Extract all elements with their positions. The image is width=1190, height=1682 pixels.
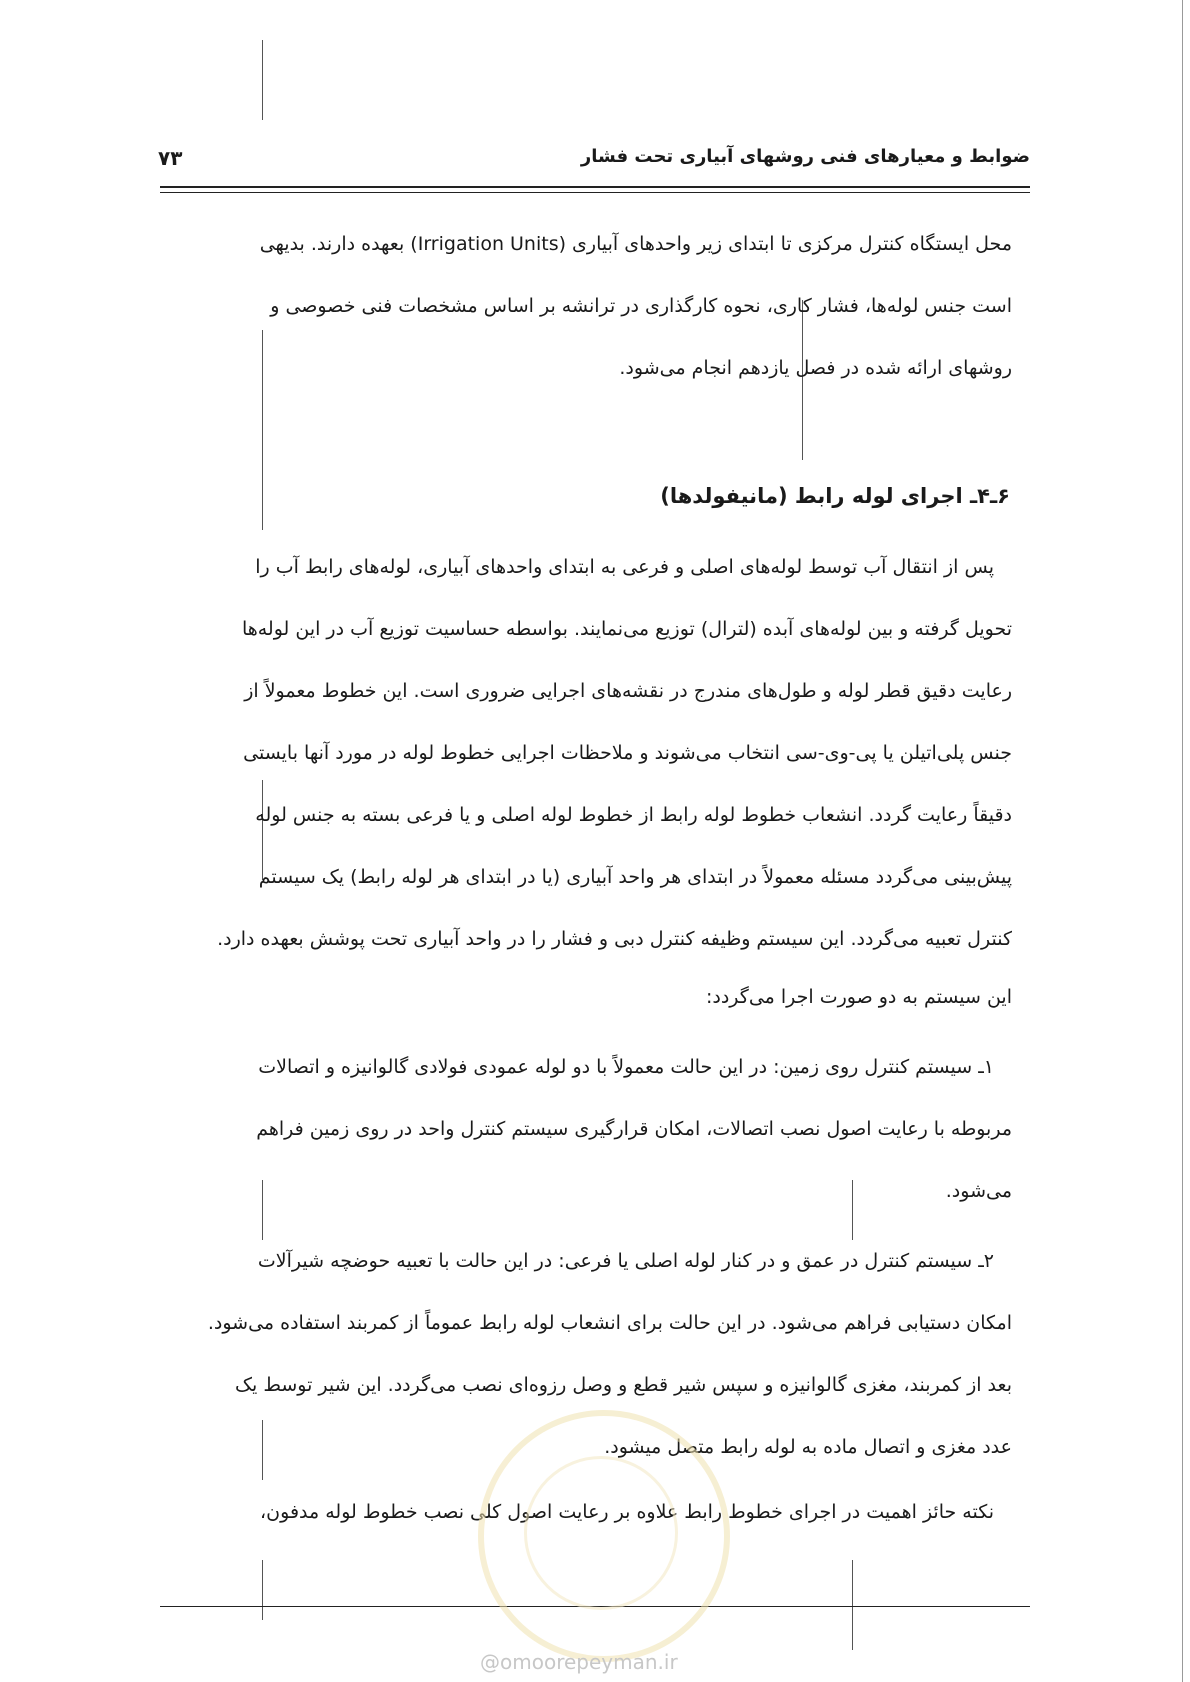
text-line: تحویل گرفته و بین لوله‌های آبده (لترال) توزیع می‌نمایند. بواسطه حساسیت توزیع آب در این لوله‌ها [241,618,1012,640]
section-paragraph [180,536,1012,1024]
text-line: ۲ـ سیستم کنترل در عمق و در کنار لوله اصلی یا فرعی: در این حالت با تعبیه حوضچه شیرآلات [257,1250,994,1272]
list-item-1 [180,1036,1012,1222]
scan-artifact-line [262,40,263,120]
text-line: نکته حائز اهمیت در اجرای خطوط رابط علاوه بر رعایت اصول کلی نصب خطوط لوله مدفون، [260,1501,994,1523]
text-line: است جنس لوله‌ها، فشار کاری، نحوه کارگذاری در ترانشه بر اساس مشخصات فنی خصوصی و [270,295,1012,317]
header-rule-bottom [160,192,1030,193]
text-line: ۱ـ سیستم کنترل روی زمین: در این حالت معمولاً با دو لوله عمودی فولادی گالوانیزه و اتصالات [258,1056,994,1078]
footer-url: @omoorepeyman.ir [480,1650,678,1674]
scan-artifact-line [262,1560,263,1620]
text-line: این سیستم به دو صورت اجرا می‌گردد: [705,986,1012,1008]
intro-paragraph [180,213,1012,399]
text-line: عدد مغزی و اتصال ماده به لوله رابط متصل میشود. [604,1436,1012,1458]
text-line: دقیقاً رعایت گردد. انشعاب خطوط لوله رابط از خطوط لوله اصلی و یا فرعی بسته به جنس لوله [255,804,1012,826]
text-line: مربوطه با رعایت اصول نصب اتصالات، امکان قرارگیری سیستم کنترل واحد در روی زمین فراهم [256,1118,1012,1140]
text-line: رعایت دقیق قطر لوله و طول‌های مندرج در نقشه‌های اجرایی ضروری است. این خطوط معمولاً از [244,680,1012,702]
text-line: محل ایستگاه کنترل مرکزی تا ابتدای زیر واحدهای آبیاری (Irrigation Units) بعهده دارند. بدیهی [259,233,1012,255]
running-title: ضوابط و معیارهای فنی روشهای آبیاری تحت فشار [580,146,1030,167]
text-line: روشهای ارائه شده در فصل یازدهم انجام می‌شود. [619,357,1012,379]
page-number: ۷۳ [158,146,183,170]
text-line: پس از انتقال آب توسط لوله‌های اصلی و فرعی به ابتدای واحدهای آبیاری، لوله‌های رابط آب را [255,556,994,578]
text-line: بعد از کمربند، مغزی گالوانیزه و سپس شیر قطع و وصل رزوه‌ای نصب می‌گردد. این شیر توسط یک [235,1374,1012,1396]
text-line: کنترل تعبیه می‌گردد. این سیستم وظیفه کنترل دبی و فشار را در واحد آبیاری تحت پوشش بعهده دارد. [217,928,1012,950]
text-line: می‌شود. [945,1180,1012,1202]
section-heading: ۶ـ۴ـ اجرای لوله رابط (مانیفولدها) [660,484,1010,508]
header-rule-top [160,186,1030,188]
text-line: پیش‌بینی می‌گردد مسئله معمولاً در ابتدای هر واحد آبیاری (یا در ابتدای هر لوله رابط) یک سیستم [258,866,1012,888]
watermark-seal-icon [478,1410,730,1662]
scan-artifact-line [852,1560,853,1650]
page-edge-line [1182,0,1183,1682]
text-line: جنس پلی‌اتیلن یا پی-وی-سی انتخاب می‌شوند و ملاحظات اجرایی خطوط لوله در مورد آنها بایستی [243,742,1012,764]
text-line: امکان دستیابی فراهم می‌شود. در این حالت برای انشعاب لوله رابط عموماً از کمربند استفاده می‌شود. [207,1312,1012,1334]
